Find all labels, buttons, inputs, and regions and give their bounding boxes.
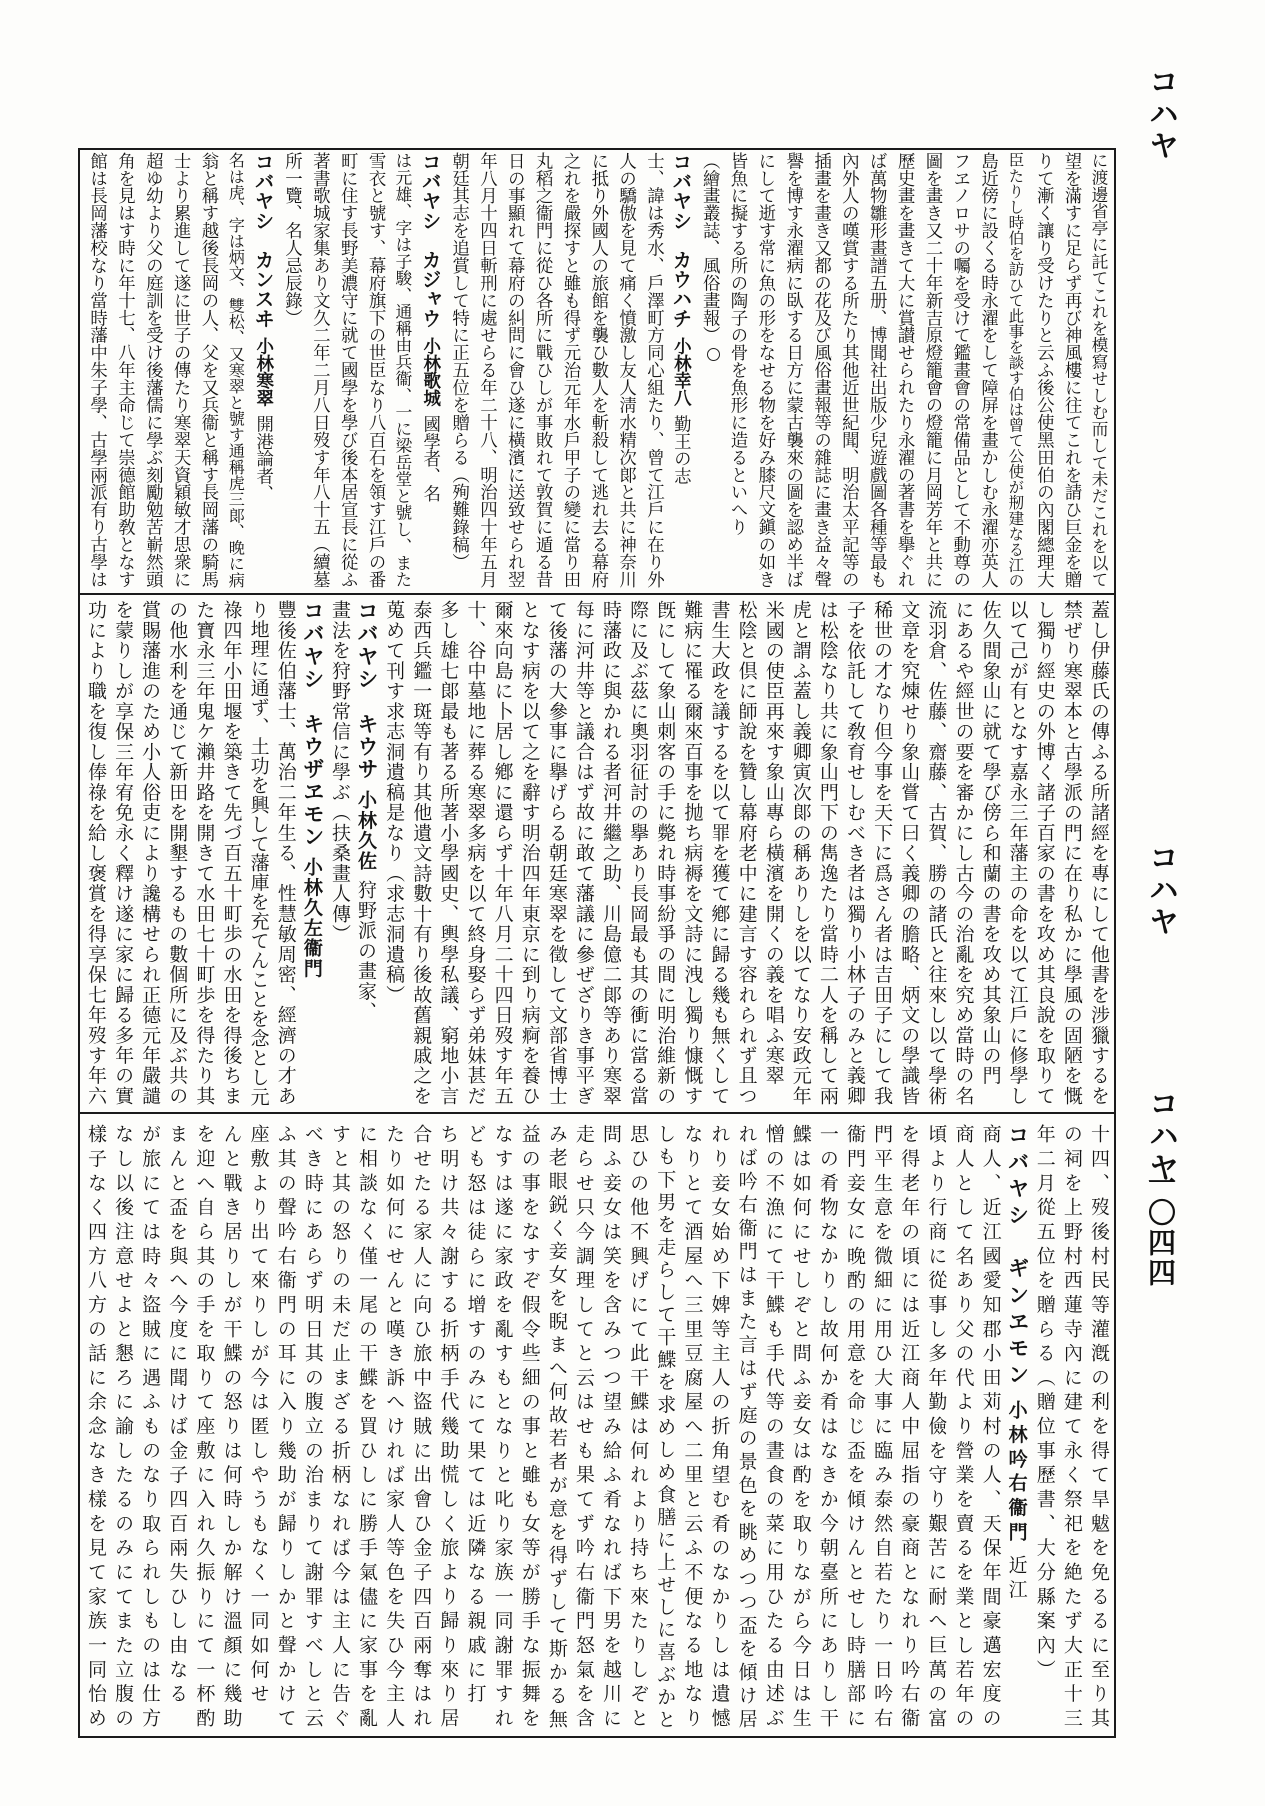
text-column: 虎と謂ふ蓋し義卿寅次郞の稱ありしを以てなり安政元年	[789, 600, 812, 1106]
text-column: 門平生意を微細に用ひ大事に臨み泰然自若たり一日吟右	[871, 1124, 894, 1732]
text-column: た寶永三年鬼ケ瀨井路を開きて水田七十町歩を得たり其	[193, 600, 216, 1106]
text-column: 流羽倉、佐藤、齋藤、古賀、勝の諸氏と往來し以て學術	[925, 600, 948, 1106]
text-column: 十四、歿後村民等灌漑の利を得て旱魃を免るるに至り其	[1088, 1124, 1110, 1732]
text-column: 爾來向島に卜居し鄕に還らず十年八月二十四日歿す年五	[491, 600, 514, 1106]
text-column: べき時にあらず明日其の腹立の治まりて謝罪すべしと云	[301, 1124, 324, 1732]
entry-name: 小林寒翠	[252, 336, 273, 407]
text-column: れり妾女始め下婢等主人の折角望む肴のなかりしは遺憾	[708, 1124, 731, 1732]
text-column: 稀世の才なり但今事を天下に爲さん者は吉田子にして我	[871, 600, 894, 1106]
text-column: 士、諱は秀水、戶澤町方同心組たり、曾て江戶に在り外	[643, 152, 664, 588]
entry-heading-column	[667, 152, 695, 588]
text-column: 插畫を畫き又都の花及び風俗畫報等の雜誌に畫き益々聲	[810, 152, 831, 588]
text-column: て後藩の大參事に擧げらる朝廷寒翠を徵して文部省博士	[545, 600, 568, 1106]
text-column: が旅にては時々盜賊に遇ふものなり取られしものは仕方	[139, 1124, 162, 1732]
text-column: 臣たりし時伯を訪ひて此事を談す伯は曾て公使が剏建なる江の	[1006, 152, 1025, 588]
text-column: の他水利を通じて新田を開墾するもの數個所に及ぶ共の	[166, 600, 189, 1106]
text-column: 功により職を復し俸祿を給し褒賞を得享保七年歿す年六	[84, 600, 107, 1106]
text-column: ども怒は徒らに增すのみにて果ては近隣なる親戚に打	[464, 1124, 487, 1708]
text-column: 以て己が有となす嘉永三年藩主の命を以て江戶に修學し	[1006, 600, 1029, 1106]
text-column: 益の事をなすぞ假令些細の事と雖も女等が勝手な振舞を	[518, 1124, 541, 1732]
text-column: たり如何にせんと嘆き訴へければ家人等色を失ひ今主人	[383, 1124, 406, 1732]
text-column: 座敷より出て來りしが今は匿しやうもなく一同如何せ	[247, 1124, 270, 1708]
text-column: 內外人の嘆賞する所たり其他近世紀聞、明治太平記等の	[838, 152, 859, 588]
text-column: 圖を畫き又二十年新吉原燈籠會の燈籠に月岡芳年と共に	[921, 152, 942, 588]
text-column: に相談なく僅一尾の干鰈を買ひしに勝手氣儘に家事を亂	[356, 1124, 379, 1732]
text-column: 商人、近江國愛知郡小田苅村の人、天保年間豪邁宏度の	[979, 1124, 1002, 1732]
text-column: 禁ぜり寒翠本と古學派の門に在り私かに學風の固陋を慨	[1060, 600, 1083, 1106]
text-column: 祿四年小田堰を築きて先づ百五十町歩の水田を得後ちま	[220, 600, 243, 1106]
entry-heading-column	[1004, 1124, 1031, 1732]
text-column: なりとて酒屋へ三里豆腐屋へ二里と云ふ不便なる地なり	[681, 1124, 704, 1732]
text-column: 思ひの他不興げにて此干鰈は何れより持ち來たりしぞと	[627, 1124, 650, 1732]
tier-divider	[78, 1112, 1116, 1114]
column-text: （繪畫叢誌、風俗畫報）	[699, 152, 720, 344]
text-column: 米國の使臣再來す象山專ら橫濱を開くの義を唱ふ寒翠	[762, 600, 785, 1086]
entry-text: 開港論者、	[252, 414, 273, 503]
entry-heading-column	[299, 600, 326, 1106]
text-column: 衞門妾女に晚酌の用意を命じ盃を傾けんとせし時膳部に	[844, 1124, 867, 1732]
text-column: 人の驕傲を見て痛く憤激し友人淸水精次郞と共に神奈川	[615, 152, 636, 588]
text-column: 角を見はす時に年十七、八年主命じて崇德館助敎となす	[114, 152, 135, 588]
text-column: に抵り外國人の旅館を襲ひ數人を斬殺して逃れ去る幕府	[587, 152, 608, 588]
text-column: 超ゆ幼より父の庭訓を受け後藩儒に學ぶ刻勵勉苦嶄然頭	[142, 152, 163, 588]
text-column: まんと盃を與へ今度に聞けば金子四百兩失ひし由なる	[166, 1124, 189, 1708]
text-column: 合せたる家人に向ひ旅中盜賊に出會ひ金子四百兩奪はれ	[410, 1124, 433, 1732]
text-column: 所一覽、名人忌辰錄）	[281, 152, 302, 327]
text-column: 館は長岡藩校なり當時藩中朱子學、古學兩派有り古學は	[86, 152, 107, 588]
text-column: となす病を以て之を辭す明治四年東京に到り病痾を養ひ	[518, 600, 541, 1106]
text-column: 泰西兵鑑一斑等有り其他遺文詩數十有り後故舊親戚之を	[410, 600, 433, 1106]
text-column: 每に河井等と議合はず故に敢て藩議に參ぜざりき事平ぎ	[572, 600, 595, 1106]
text-column: 頃より行商に從事し多年勤儉を守り艱苦に耐へ巨萬の富	[925, 1124, 948, 1732]
text-column: 歷史畫を畫きて大に賞讃せられたり永濯の著書を擧ぐれ	[894, 152, 915, 588]
entry-name: 小林幸八	[670, 336, 691, 407]
text-column: 之れを嚴探すと雖も得ず元治元年水戶甲子の變に當り田	[559, 152, 580, 588]
text-column: 譽を博す永濯病に臥する日方に蒙古襲來の圖を認め半ば	[782, 152, 803, 588]
entry-text: 近江	[1005, 1554, 1028, 1604]
entry-text: 狩野派の畫家、	[355, 880, 378, 1022]
text-column: を迎へ自ら其の手を取りて座敷に入れ久振りにて一杯酌	[193, 1124, 216, 1732]
text-column: 松陰と倶に師說を贊し幕府老中に建言す容れられず且つ	[735, 600, 758, 1106]
text-column: を得老年の頃には近江商人中屈指の豪商となれり吟右衞	[898, 1124, 921, 1732]
text-column: りて漸く讓り受けたりと云ふ後公使黑田伯の內閣總理大	[1033, 152, 1054, 588]
entry-reading: コバヤシ カウハチ	[669, 152, 693, 328]
text-column: 難病に罹る爾來百事を抛ち病褥を文詩に洩し獨り慷慨す	[681, 600, 704, 1106]
text-column: 著書歌城家集あり文久二年二月八日歿す年八十五（續墓	[309, 152, 330, 588]
entry-text: 國學者、名	[419, 414, 440, 503]
text-column: 子を依託して敎育せしむべき者は獨り小林子のみと義卿	[844, 600, 867, 1106]
text-column: 翁と稱す越後長岡の人、父を又兵衞と稱す長岡藩の騎馬	[198, 152, 218, 588]
entry-reading: コバヤシ ギンヱモン	[1004, 1124, 1030, 1390]
text-column: 佐久間象山に就て學び傍ら和蘭の書を攻め其象山の門	[979, 600, 1002, 1086]
text-column: は松陰なり共に象山門下の雋逸たり當時二人を稱して兩	[816, 600, 839, 1106]
text-column: 賞賜藩進のため小人俗吏により讒構せられ正德元年嚴譴	[139, 600, 162, 1106]
text-column: 文章を究煉せり象山嘗て曰く義卿の膽略、炳文の學識皆	[898, 600, 921, 1106]
text-column: なすは遂に家政を亂すもとなりと叱り家族一同謝罪すれ	[491, 1124, 514, 1732]
text-column: ふ其の聲吟右衞門の耳に入り幾助が歸りしかと聲かけて	[274, 1124, 297, 1732]
text-column: んと戰き居りしが干鰈の怒りは何時しか解け溫顏に幾助	[220, 1124, 243, 1732]
text-column: を蒙りしが享保三年宥免永く釋け遂に家に歸る多年の實	[112, 600, 135, 1106]
text-column: 年八月十四日斬刑に處せらる年二十八、明治四十年五月	[476, 152, 497, 588]
entry-text: 勤王の志	[670, 414, 691, 485]
entry-heading-column	[353, 600, 380, 1106]
text-column: 書生大政を議するを以て罪を獲て鄕に歸る幾も無くして	[708, 600, 731, 1106]
text-column	[694, 152, 722, 588]
text-column: 朝廷其志を追賞して特に正五位を贈らる（殉難錄稿）	[448, 152, 469, 571]
tier-divider	[78, 593, 1116, 595]
text-column: 一の肴物なかりし故何か肴はなきか今朝臺所にありし干	[816, 1124, 839, 1732]
text-column: 町に住す長野美濃守に就て國學を學び後本居宣長に從ふ	[337, 152, 358, 588]
entry-name: 小林歌城	[419, 336, 440, 407]
text-column: は元雄、字は子駿、通稱由兵衞、一に梁岳堂と號し、また	[392, 152, 413, 588]
text-column: 丸稻之衞門に從ひ各所に戰ひしが事敗れて敦賀に遁る昔	[532, 152, 553, 588]
text-column: フヱノロサの囑を受けて鑑畫會の常備品として不動尊の	[949, 152, 970, 588]
text-column: 望を滿すに足らず再び神風樓に往てこれを請ひ巨金を贈	[1061, 152, 1082, 588]
entry-reading: コバヤシ キウザヱモン	[299, 600, 325, 848]
text-column: り地理に通ず、土功を興して藩庫を充てんことを念とし元	[247, 600, 270, 1106]
top-tier-text	[82, 152, 1112, 588]
middle-tier-text	[82, 600, 1112, 1106]
entry-heading-column	[416, 152, 444, 588]
text-column: 士より累進して遂に世子の傳たり寒翠天資穎敏才思衆に	[170, 152, 191, 588]
entry-reading: コバヤシ カンスヰ	[251, 152, 275, 328]
text-column: すと其の怒りの未だ止まざる折柄なれば今は主人に告ぐ	[328, 1124, 351, 1732]
bottom-tier-text	[82, 1124, 1112, 1732]
text-column: にあるや經世の要を審かにし古今の治亂を究め當時の名	[952, 600, 975, 1106]
entry-reading: コバヤシ キウサ	[354, 600, 380, 781]
entry-reading: コバヤシ カジャウ	[418, 152, 442, 328]
text-column: 鰈は如何にせしぞと問ふ妾女は酌を取りながら今日は生	[789, 1124, 812, 1732]
text-column: にして逝す常に魚の形をなせる物を好み膝尺文鎭の如き	[754, 152, 775, 588]
text-column: れば吟右衞門はまた言はず庭の景色を眺めつつ盃を傾け居	[735, 1124, 758, 1732]
text-column: 多し雄七郞最も著る所著小學國史、輿學私議、窮地小言	[437, 600, 460, 1106]
text-column: ば萬物雛形畫譜五册、博聞社出版少兒遊戲圖各種等最も	[866, 152, 887, 588]
text-column: 問ふ妾女は笑を含みつつ望み給ふ肴なれば下男を越川に	[600, 1124, 623, 1732]
running-head: コハヤ	[1143, 1088, 1178, 1184]
text-column: み老眼鋭く妾女を睨まへ何故若者が意を得ずして斯かる無	[545, 1124, 568, 1732]
text-column: 際に及ぶ茲に奧羽征討の擧あり長岡最も其の衝に當る當	[627, 600, 650, 1106]
text-column: 日の事顯れて幕府の糾問に會ひ遂に橫濱に送致せられ翌	[504, 152, 525, 588]
text-column: 十、谷中墓地に葬る寒翠多病を以て終身娶らず弟妹甚だ	[464, 600, 487, 1106]
text-column: に渡邊省亭に託てこれを模寫せしむ而して未だこれを以て	[1089, 152, 1109, 588]
text-column: 旣にして象山刺客の手に斃れ時事紛爭の間に明治維新の	[654, 600, 677, 1106]
text-column: 時藩政に與かれる者河井繼之助、川島億二郞等あり寒翠	[600, 600, 623, 1106]
entry-name: 小林久左衞門	[300, 857, 323, 979]
text-column: 蓋し伊藤氏の傳ふる所諸經を專にして他書を涉獵するを	[1088, 600, 1110, 1106]
text-column: しも下男を走らして干鰈を求めしめ食膳に上せしに喜ぶかと	[654, 1124, 677, 1732]
text-column: 畫法を狩野常信に學ぶ（扶桑畫人傳）	[328, 600, 351, 945]
text-column: の祠を上野村西蓮寺內に建て永く祭祀を絶たず大正十三	[1060, 1124, 1083, 1732]
text-column: 樣子なく四方八方の話に余念なき樣を見て家族一同怡め	[84, 1124, 107, 1732]
text-column: なし以後注意せよと懇ろに諭したるのみにてまた立腹の	[112, 1124, 135, 1732]
circled-mark-icon	[707, 348, 720, 361]
text-column: 皆魚に擬する所の陶子の骨を魚形に造るといへり	[727, 152, 748, 536]
text-column: 商人として名あり父の代より營業を賣るを業とし若年の	[952, 1124, 975, 1732]
entry-name: 小林吟右衞門	[1005, 1399, 1028, 1546]
entry-heading-column	[249, 152, 277, 588]
text-column: 名は虎、字は炳文、雙松、又寒翠と號す通稱虎三郞、晚に病	[225, 152, 245, 588]
text-column: 蒐めて刊す求志洞遺稿是なり（求志洞遺稿）	[383, 600, 406, 1005]
text-column: 島近傍に設くる時永濯をして障屏を畫かしむ永濯亦英人	[977, 152, 998, 588]
text-column: 憎の不漁にて干鰈も手代等の晝食の菜に用ひたる由述ぶ	[762, 1124, 785, 1732]
text-column: 雪衣と號す、幕府旗下の世臣なり八百石を領す江戶の番	[365, 152, 386, 588]
running-head: コハヤ	[1143, 842, 1178, 938]
entry-name: 小林久佐	[355, 789, 378, 871]
text-column: 年二月從五位を贈らる（贈位事歷書、大分縣案內）	[1033, 1124, 1056, 1684]
text-column: ち明け共々謝する折柄手代幾助慌しく旅より歸り來り居	[437, 1124, 460, 1732]
text-column: 走らせ只今調理してと云はせも果てず吟右衞門怒氣を含	[572, 1124, 595, 1732]
running-head: コハヤ	[1143, 66, 1178, 162]
text-column: 豐後佐伯藩士、萬治二年生る、性慧敏周密、經濟の才あ	[274, 600, 297, 1106]
page-number: 一〇四四	[1144, 1168, 1177, 1288]
text-column: し獨り經史の外博く諸子百家の書を攻め其良說を取りて	[1033, 600, 1056, 1106]
